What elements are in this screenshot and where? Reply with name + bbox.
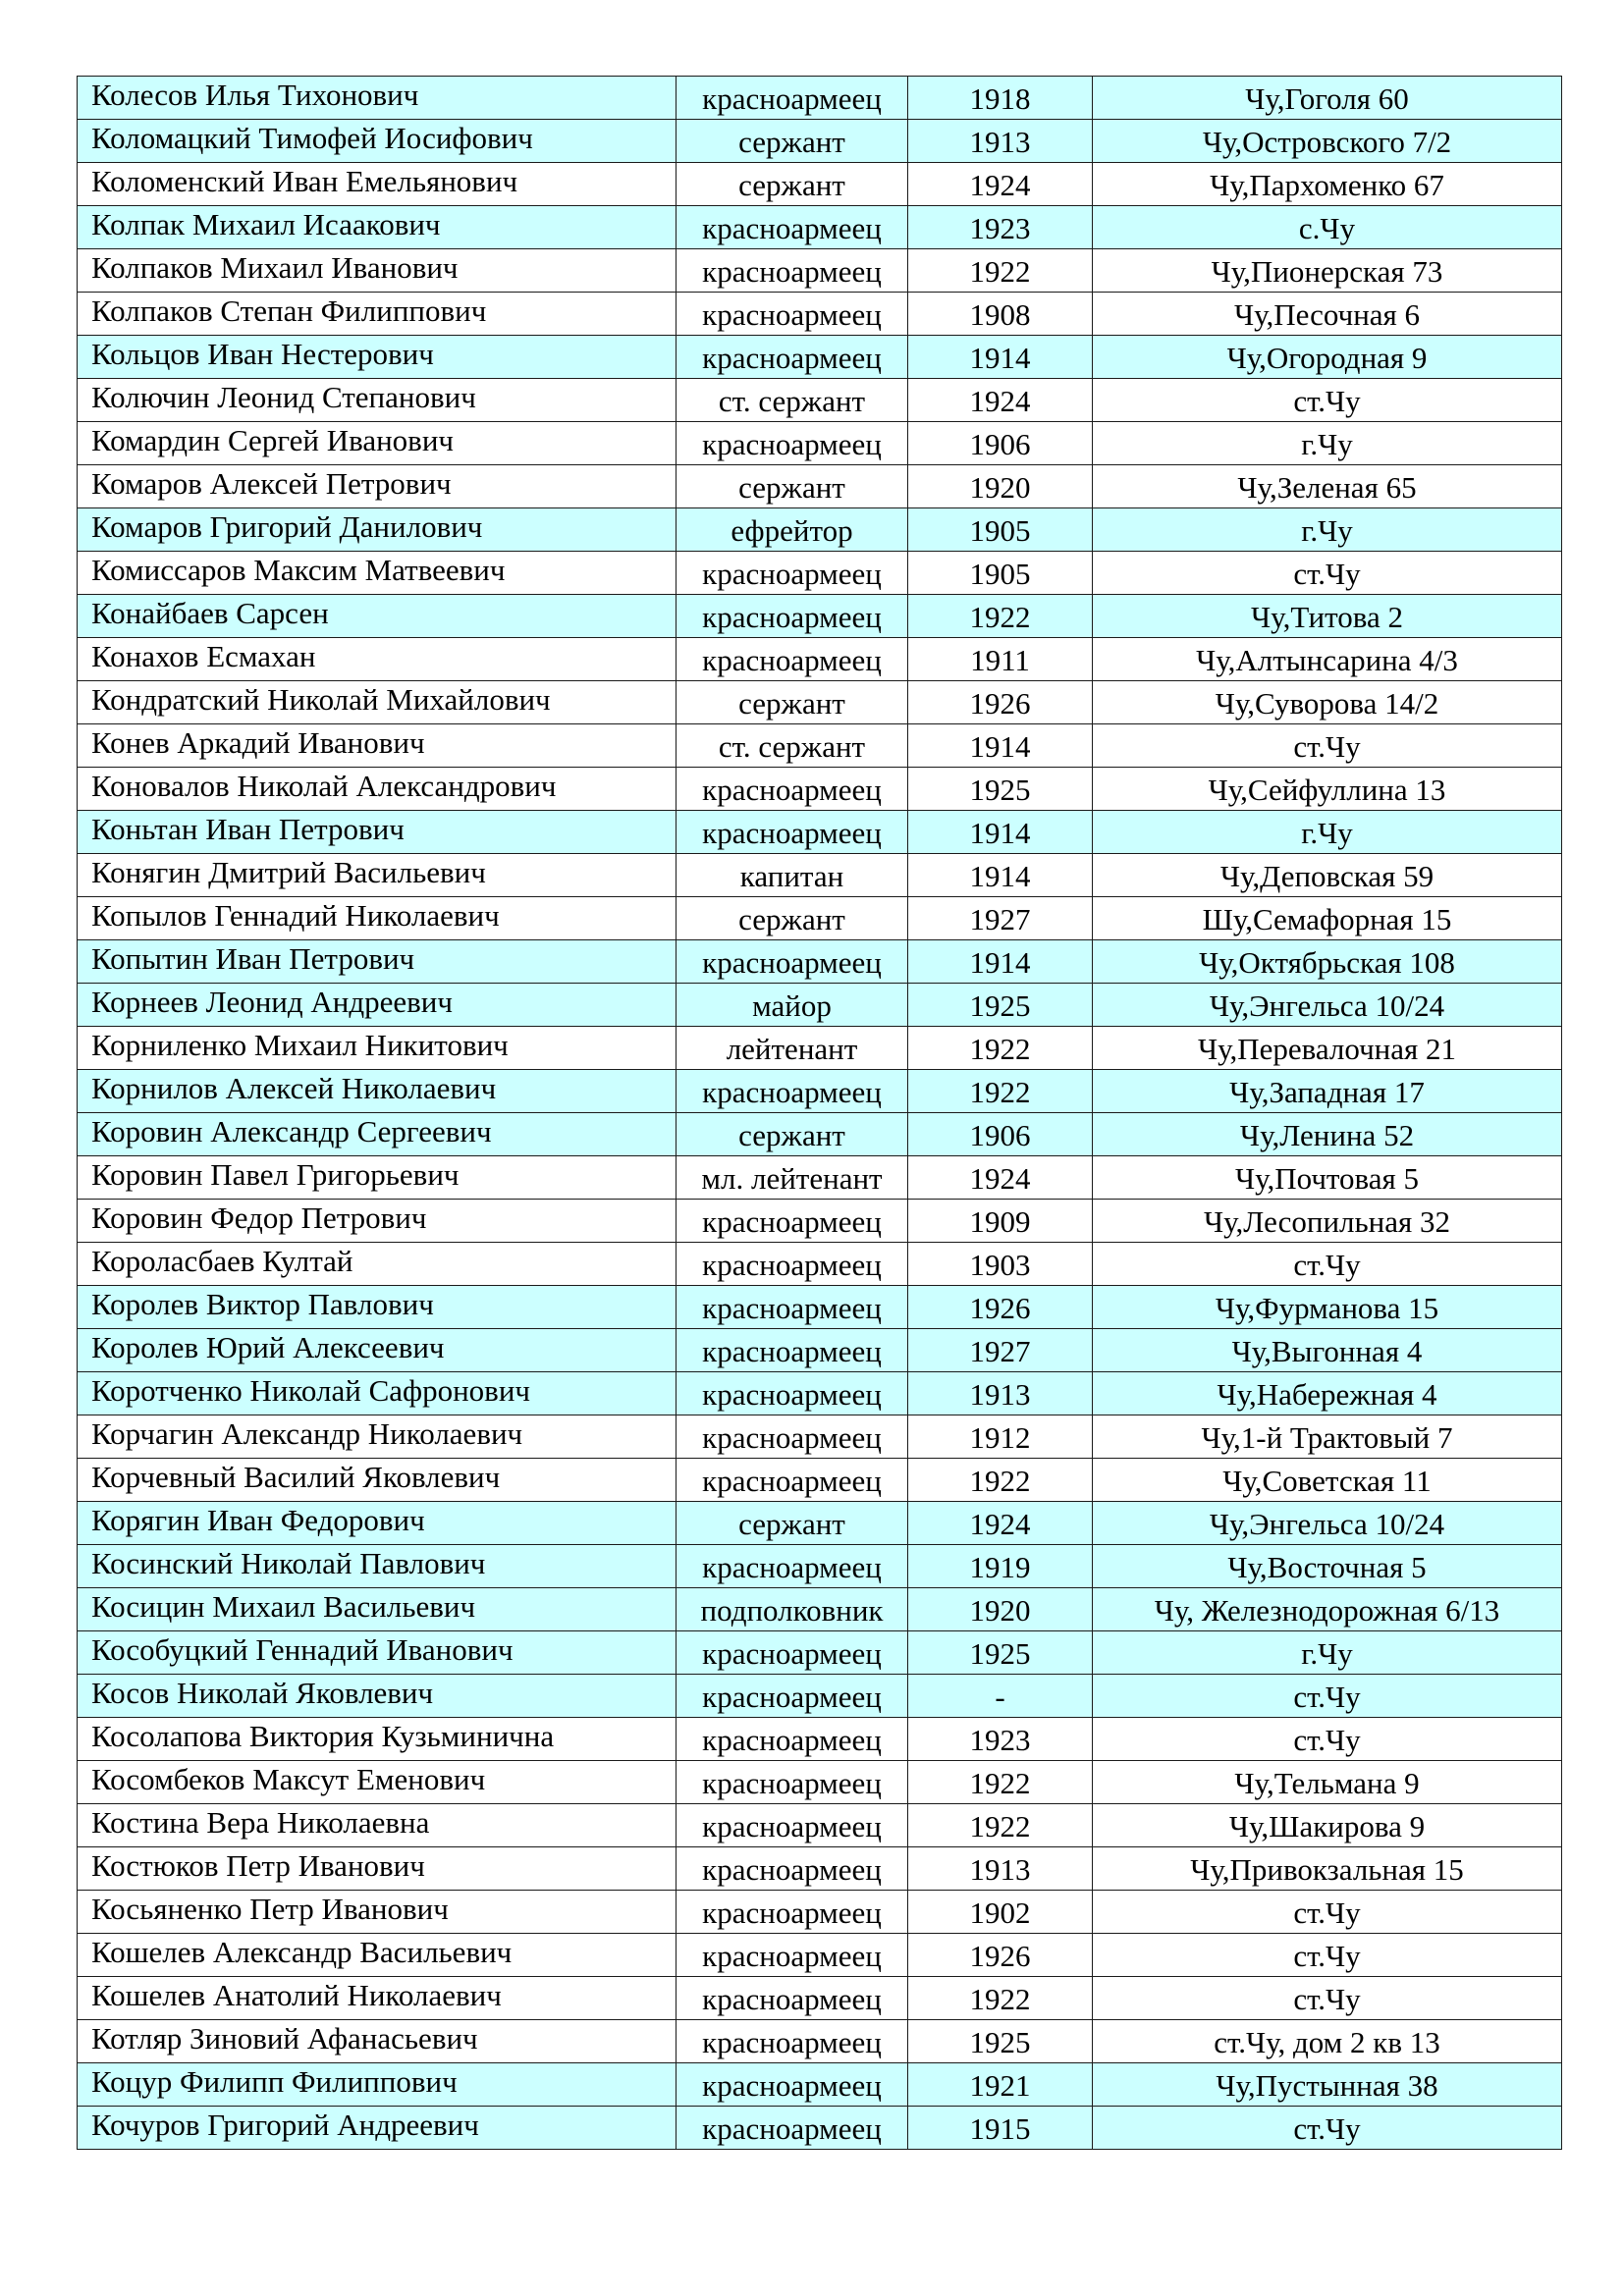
- rank-cell: красноармеец: [677, 1200, 908, 1243]
- table-row: [78, 854, 1562, 897]
- address-cell: Чу,Перевалочная 21: [1093, 1027, 1562, 1070]
- address-cell: Чу,Песочная 6: [1093, 293, 1562, 336]
- address-cell: Чу,Почтовая 5: [1093, 1156, 1562, 1200]
- rank-cell: сержант: [677, 1502, 908, 1545]
- rank-cell: красноармеец: [677, 1459, 908, 1502]
- name-cell: Коновалов Николай Александрович: [78, 768, 677, 811]
- birth-year-cell: 1925: [908, 1631, 1093, 1675]
- name-cell: Комардин Сергей Иванович: [78, 422, 677, 465]
- table-row: [78, 1891, 1562, 1934]
- rank-cell: красноармеец: [677, 2063, 908, 2107]
- address-cell: Чу,Огородная 9: [1093, 336, 1562, 379]
- rank-cell: лейтенант: [677, 1027, 908, 1070]
- name-cell: Коротченко Николай Сафронович: [78, 1372, 677, 1415]
- table-row: [78, 724, 1562, 768]
- birth-year-cell: 1922: [908, 1070, 1093, 1113]
- name-cell: Кошелев Анатолий Николаевич: [78, 1977, 677, 2020]
- rank-cell: красноармеец: [677, 1070, 908, 1113]
- address-cell: ст.Чу: [1093, 1977, 1562, 2020]
- birth-year-cell: 1913: [908, 120, 1093, 163]
- birth-year-cell: 1909: [908, 1200, 1093, 1243]
- rank-cell: мл. лейтенант: [677, 1156, 908, 1200]
- rank-cell: ст. сержант: [677, 379, 908, 422]
- address-cell: ст.Чу, дом 2 кв 13: [1093, 2020, 1562, 2063]
- name-cell: Корчагин Александр Николаевич: [78, 1415, 677, 1459]
- birth-year-cell: 1925: [908, 768, 1093, 811]
- table-row: [78, 206, 1562, 249]
- table-row: [78, 1329, 1562, 1372]
- birth-year-cell: 1922: [908, 1761, 1093, 1804]
- name-cell: Колпак Михаил Исаакович: [78, 206, 677, 249]
- address-cell: Чу,Лесопильная 32: [1093, 1200, 1562, 1243]
- birth-year-cell: 1925: [908, 984, 1093, 1027]
- rank-cell: красноармеец: [677, 1804, 908, 1847]
- address-cell: ст.Чу: [1093, 1243, 1562, 1286]
- name-cell: Корнеев Леонид Андреевич: [78, 984, 677, 1027]
- name-cell: Колючин Леонид Степанович: [78, 379, 677, 422]
- name-cell: Копылов Геннадий Николаевич: [78, 897, 677, 940]
- name-cell: Кондратский Николай Михайлович: [78, 681, 677, 724]
- name-cell: Костюков Петр Иванович: [78, 1847, 677, 1891]
- table-row: [78, 249, 1562, 293]
- birth-year-cell: 1924: [908, 1502, 1093, 1545]
- address-cell: Чу,Выгонная 4: [1093, 1329, 1562, 1372]
- name-cell: Косомбеков Максут Еменович: [78, 1761, 677, 1804]
- address-cell: Чу,Алтынсарина 4/3: [1093, 638, 1562, 681]
- table-row: [78, 1934, 1562, 1977]
- table-row: [78, 1847, 1562, 1891]
- name-cell: Коровин Александр Сергеевич: [78, 1113, 677, 1156]
- table-row: [78, 940, 1562, 984]
- address-cell: Чу,Сейфуллина 13: [1093, 768, 1562, 811]
- table-row: [78, 768, 1562, 811]
- address-cell: ст.Чу: [1093, 1675, 1562, 1718]
- table-row: [78, 1588, 1562, 1631]
- address-cell: Чу,Энгельса 10/24: [1093, 984, 1562, 1027]
- address-cell: Чу,Пионерская 73: [1093, 249, 1562, 293]
- address-cell: г.Чу: [1093, 508, 1562, 552]
- address-cell: Чу,Шакирова 9: [1093, 1804, 1562, 1847]
- table-row: [78, 163, 1562, 206]
- birth-year-cell: 1914: [908, 336, 1093, 379]
- birth-year-cell: 1911: [908, 638, 1093, 681]
- rank-cell: красноармеец: [677, 1631, 908, 1675]
- table-row: [78, 293, 1562, 336]
- table-row: [78, 595, 1562, 638]
- birth-year-cell: 1902: [908, 1891, 1093, 1934]
- address-cell: Чу,Пустынная 38: [1093, 2063, 1562, 2107]
- address-cell: ст.Чу: [1093, 1718, 1562, 1761]
- birth-year-cell: 1924: [908, 163, 1093, 206]
- rank-cell: красноармеец: [677, 811, 908, 854]
- birth-year-cell: 1927: [908, 897, 1093, 940]
- table-row: [78, 681, 1562, 724]
- birth-year-cell: 1924: [908, 379, 1093, 422]
- birth-year-cell: 1926: [908, 681, 1093, 724]
- name-cell: Комаров Григорий Данилович: [78, 508, 677, 552]
- name-cell: Коровин Павел Григорьевич: [78, 1156, 677, 1200]
- rank-cell: красноармеец: [677, 1761, 908, 1804]
- birth-year-cell: 1922: [908, 595, 1093, 638]
- table-row: [78, 1372, 1562, 1415]
- name-cell: Коломенский Иван Емельянович: [78, 163, 677, 206]
- name-cell: Коньтан Иван Петрович: [78, 811, 677, 854]
- rank-cell: красноармеец: [677, 422, 908, 465]
- name-cell: Костина Вера Николаевна: [78, 1804, 677, 1847]
- rank-cell: сержант: [677, 120, 908, 163]
- rank-cell: красноармеец: [677, 552, 908, 595]
- birth-year-cell: 1914: [908, 724, 1093, 768]
- name-cell: Короласбаев Култай: [78, 1243, 677, 1286]
- table-row: [78, 77, 1562, 120]
- table-row: [78, 1286, 1562, 1329]
- table-row: [78, 811, 1562, 854]
- table-row: [78, 1977, 1562, 2020]
- table-row: [78, 1113, 1562, 1156]
- table-row: [78, 422, 1562, 465]
- name-cell: Косинский Николай Павлович: [78, 1545, 677, 1588]
- table-row: [78, 1631, 1562, 1675]
- table-row: [78, 1718, 1562, 1761]
- rank-cell: красноармеец: [677, 1718, 908, 1761]
- birth-year-cell: 1923: [908, 1718, 1093, 1761]
- birth-year-cell: 1912: [908, 1415, 1093, 1459]
- name-cell: Корчевный Василий Яковлевич: [78, 1459, 677, 1502]
- table-row: [78, 1070, 1562, 1113]
- rank-cell: красноармеец: [677, 336, 908, 379]
- address-cell: Чу,Гоголя 60: [1093, 77, 1562, 120]
- birth-year-cell: 1921: [908, 2063, 1093, 2107]
- table-row: [78, 1761, 1562, 1804]
- address-cell: Чу,1-й Трактовый 7: [1093, 1415, 1562, 1459]
- rank-cell: красноармеец: [677, 595, 908, 638]
- birth-year-cell: -: [908, 1675, 1093, 1718]
- birth-year-cell: 1913: [908, 1847, 1093, 1891]
- birth-year-cell: 1905: [908, 508, 1093, 552]
- rank-cell: красноармеец: [677, 1977, 908, 2020]
- address-cell: Чу,Тельмана 9: [1093, 1761, 1562, 1804]
- address-cell: Чу,Октябрьская 108: [1093, 940, 1562, 984]
- name-cell: Колпаков Михаил Иванович: [78, 249, 677, 293]
- address-cell: Чу,Набережная 4: [1093, 1372, 1562, 1415]
- table-row: [78, 1459, 1562, 1502]
- address-cell: Чу, Железнодорожная 6/13: [1093, 1588, 1562, 1631]
- name-cell: Корнилов Алексей Николаевич: [78, 1070, 677, 1113]
- birth-year-cell: 1926: [908, 1934, 1093, 1977]
- table-row: [78, 984, 1562, 1027]
- rank-cell: сержант: [677, 465, 908, 508]
- rank-cell: ст. сержант: [677, 724, 908, 768]
- address-cell: Чу,Деповская 59: [1093, 854, 1562, 897]
- table-row: [78, 1502, 1562, 1545]
- rank-cell: красноармеец: [677, 768, 908, 811]
- name-cell: Королев Виктор Павлович: [78, 1286, 677, 1329]
- rank-cell: красноармеец: [677, 249, 908, 293]
- birth-year-cell: 1908: [908, 293, 1093, 336]
- birth-year-cell: 1922: [908, 249, 1093, 293]
- table-row: [78, 1243, 1562, 1286]
- birth-year-cell: 1922: [908, 1804, 1093, 1847]
- address-cell: Чу,Восточная 5: [1093, 1545, 1562, 1588]
- birth-year-cell: 1914: [908, 811, 1093, 854]
- address-cell: Чу,Привокзальная 15: [1093, 1847, 1562, 1891]
- birth-year-cell: 1927: [908, 1329, 1093, 1372]
- birth-year-cell: 1923: [908, 206, 1093, 249]
- name-cell: Колпаков Степан Филиппович: [78, 293, 677, 336]
- rank-cell: майор: [677, 984, 908, 1027]
- name-cell: Кочуров Григорий Андреевич: [78, 2107, 677, 2150]
- birth-year-cell: 1922: [908, 1027, 1093, 1070]
- rank-cell: сержант: [677, 681, 908, 724]
- roster-table-body: [78, 77, 1562, 2150]
- rank-cell: красноармеец: [677, 1286, 908, 1329]
- birth-year-cell: 1920: [908, 465, 1093, 508]
- rank-cell: красноармеец: [677, 1243, 908, 1286]
- name-cell: Комаров Алексей Петрович: [78, 465, 677, 508]
- name-cell: Колесов Илья Тихонович: [78, 77, 677, 120]
- name-cell: Конахов Есмахан: [78, 638, 677, 681]
- table-row: [78, 1675, 1562, 1718]
- rank-cell: красноармеец: [677, 2107, 908, 2150]
- address-cell: ст.Чу: [1093, 552, 1562, 595]
- rank-cell: красноармеец: [677, 638, 908, 681]
- rank-cell: красноармеец: [677, 1847, 908, 1891]
- address-cell: г.Чу: [1093, 1631, 1562, 1675]
- name-cell: Котляр Зиновий Афанасьевич: [78, 2020, 677, 2063]
- address-cell: г.Чу: [1093, 422, 1562, 465]
- table-row: [78, 897, 1562, 940]
- rank-cell: капитан: [677, 854, 908, 897]
- table-row: [78, 1027, 1562, 1070]
- name-cell: Косицин Михаил Васильевич: [78, 1588, 677, 1631]
- address-cell: Чу,Западная 17: [1093, 1070, 1562, 1113]
- rank-cell: ефрейтор: [677, 508, 908, 552]
- table-row: [78, 638, 1562, 681]
- name-cell: Кольцов Иван Нестерович: [78, 336, 677, 379]
- address-cell: Чу,Зеленая 65: [1093, 465, 1562, 508]
- rank-cell: красноармеец: [677, 1372, 908, 1415]
- address-cell: ст.Чу: [1093, 1891, 1562, 1934]
- table-row: [78, 2063, 1562, 2107]
- address-cell: ст.Чу: [1093, 2107, 1562, 2150]
- table-row: [78, 2020, 1562, 2063]
- birth-year-cell: 1925: [908, 2020, 1093, 2063]
- rank-cell: подполковник: [677, 1588, 908, 1631]
- name-cell: Копытин Иван Петрович: [78, 940, 677, 984]
- rank-cell: красноармеец: [677, 1415, 908, 1459]
- table-row: [78, 2107, 1562, 2150]
- rank-cell: сержант: [677, 163, 908, 206]
- rank-cell: красноармеец: [677, 206, 908, 249]
- birth-year-cell: 1905: [908, 552, 1093, 595]
- rank-cell: сержант: [677, 897, 908, 940]
- name-cell: Корниленко Михаил Никитович: [78, 1027, 677, 1070]
- name-cell: Конайбаев Сарсен: [78, 595, 677, 638]
- address-cell: ст.Чу: [1093, 379, 1562, 422]
- name-cell: Косолапова Виктория Кузьминична: [78, 1718, 677, 1761]
- table-row: [78, 465, 1562, 508]
- name-cell: Коровин Федор Петрович: [78, 1200, 677, 1243]
- roster-table: [77, 76, 1562, 2150]
- name-cell: Королев Юрий Алексеевич: [78, 1329, 677, 1372]
- address-cell: ст.Чу: [1093, 1934, 1562, 1977]
- rank-cell: красноармеец: [677, 1329, 908, 1372]
- rank-cell: красноармеец: [677, 1891, 908, 1934]
- table-row: [78, 1415, 1562, 1459]
- birth-year-cell: 1915: [908, 2107, 1093, 2150]
- rank-cell: красноармеец: [677, 77, 908, 120]
- table-row: [78, 1545, 1562, 1588]
- table-row: [78, 336, 1562, 379]
- rank-cell: красноармеец: [677, 293, 908, 336]
- address-cell: Чу,Энгельса 10/24: [1093, 1502, 1562, 1545]
- name-cell: Коцур Филипп Филиппович: [78, 2063, 677, 2107]
- birth-year-cell: 1922: [908, 1459, 1093, 1502]
- name-cell: Коломацкий Тимофей Иосифович: [78, 120, 677, 163]
- table-row: [78, 552, 1562, 595]
- birth-year-cell: 1906: [908, 1113, 1093, 1156]
- address-cell: Чу,Фурманова 15: [1093, 1286, 1562, 1329]
- table-row: [78, 1804, 1562, 1847]
- address-cell: ст.Чу: [1093, 724, 1562, 768]
- birth-year-cell: 1919: [908, 1545, 1093, 1588]
- rank-cell: красноармеец: [677, 940, 908, 984]
- birth-year-cell: 1924: [908, 1156, 1093, 1200]
- birth-year-cell: 1918: [908, 77, 1093, 120]
- table-row: [78, 379, 1562, 422]
- birth-year-cell: 1906: [908, 422, 1093, 465]
- rank-cell: красноармеец: [677, 2020, 908, 2063]
- address-cell: с.Чу: [1093, 206, 1562, 249]
- birth-year-cell: 1920: [908, 1588, 1093, 1631]
- document-page: [77, 76, 1562, 2150]
- name-cell: Конягин Дмитрий Васильевич: [78, 854, 677, 897]
- rank-cell: сержант: [677, 1113, 908, 1156]
- address-cell: г.Чу: [1093, 811, 1562, 854]
- table-row: [78, 120, 1562, 163]
- name-cell: Конев Аркадий Иванович: [78, 724, 677, 768]
- birth-year-cell: 1922: [908, 1977, 1093, 2020]
- rank-cell: красноармеец: [677, 1934, 908, 1977]
- table-row: [78, 508, 1562, 552]
- table-row: [78, 1156, 1562, 1200]
- address-cell: Чу,Титова 2: [1093, 595, 1562, 638]
- address-cell: Чу,Ленина 52: [1093, 1113, 1562, 1156]
- address-cell: Чу,Советская 11: [1093, 1459, 1562, 1502]
- birth-year-cell: 1913: [908, 1372, 1093, 1415]
- birth-year-cell: 1914: [908, 854, 1093, 897]
- birth-year-cell: 1914: [908, 940, 1093, 984]
- address-cell: Чу,Суворова 14/2: [1093, 681, 1562, 724]
- rank-cell: красноармеец: [677, 1675, 908, 1718]
- rank-cell: красноармеец: [677, 1545, 908, 1588]
- address-cell: Чу,Островского 7/2: [1093, 120, 1562, 163]
- name-cell: Кособуцкий Геннадий Иванович: [78, 1631, 677, 1675]
- name-cell: Корягин Иван Федорович: [78, 1502, 677, 1545]
- birth-year-cell: 1926: [908, 1286, 1093, 1329]
- name-cell: Комиссаров Максим Матвеевич: [78, 552, 677, 595]
- name-cell: Кошелев Александр Васильевич: [78, 1934, 677, 1977]
- address-cell: Шу,Семафорная 15: [1093, 897, 1562, 940]
- address-cell: Чу,Пархоменко 67: [1093, 163, 1562, 206]
- name-cell: Косов Николай Яковлевич: [78, 1675, 677, 1718]
- birth-year-cell: 1903: [908, 1243, 1093, 1286]
- name-cell: Косьяненко Петр Иванович: [78, 1891, 677, 1934]
- table-row: [78, 1200, 1562, 1243]
